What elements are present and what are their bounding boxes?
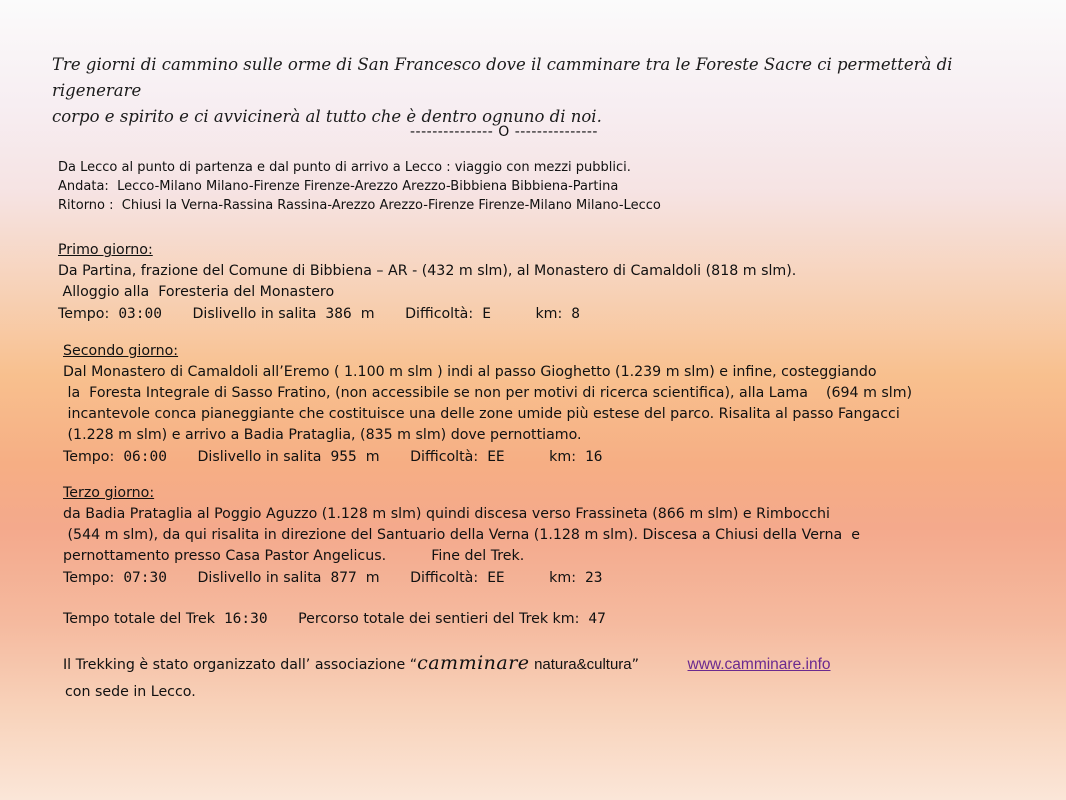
day-2-line-4: (1.228 m slm) e arrivo a Badia Prataglia, (835 m slm) dove pernottiamo. — [63, 427, 582, 443]
day-3-dislivello-unit: m — [365, 570, 380, 586]
day-2-km-label: km: — [549, 449, 576, 465]
brand-natura-cultura: natura&cultura — [534, 656, 632, 673]
ritorno-route: Chiusi la Verna-Rassina Rassina-Arezzo Arezzo-Firenze Firenze-Milano Milano-Lecco — [121, 198, 661, 213]
transport-ritorno — [58, 196, 661, 215]
intro-line-2: corpo e spirito e ci avvicinerà al tutto che è dentro ognuno di noi. — [52, 107, 602, 126]
day-3-section — [63, 483, 860, 589]
separator: --------------- O --------------- — [410, 124, 598, 140]
total-tempo: 16:30 — [223, 611, 268, 627]
day-3-tempo-label: Tempo: — [63, 570, 115, 586]
day-1-stats — [58, 304, 796, 325]
ritorno-label: Ritorno : — [58, 198, 114, 213]
day-1-tempo-label: Tempo: — [58, 306, 110, 322]
day-3-line-3: pernottamento presso Casa Pastor Angelicus. Fine del Trek. — [63, 548, 525, 564]
day-3-stats — [63, 568, 860, 589]
day-2-dislivello-label: Dislivello in salita — [197, 449, 322, 465]
day-3-dislivello: 877 — [330, 570, 357, 586]
day-3-difficolta: EE — [487, 570, 505, 586]
day-1-line-2: Alloggio alla Foresteria del Monastero — [58, 284, 335, 300]
organizer-info — [63, 648, 831, 704]
day-2-stats — [63, 447, 912, 468]
day-1-km-label: km: — [535, 306, 563, 322]
organizer-line-1 — [63, 648, 831, 680]
day-3-difficolta-label: Difficoltà: — [410, 570, 479, 586]
day-2-tempo-label: Tempo: — [63, 449, 115, 465]
day-3-dislivello-label: Dislivello in salita — [197, 570, 322, 586]
day-3-line-2: (544 m slm), da qui risalita in direzione del Santuario della Verna (1.128 m slm). Discesa a Chiusi della Verna e — [63, 527, 860, 543]
transport-andata — [58, 177, 661, 196]
transport-intro: Da Lecco al punto di partenza e dal punto di arrivo a Lecco : viaggio con mezzi pubblici. — [58, 160, 631, 175]
day-2-km: 16 — [585, 449, 603, 465]
transport-info — [58, 158, 661, 215]
day-2-line-3: incantevole conca pianeggiante che costituisce una delle zone umide più estese del parco. Risalita al passo Fangacci — [63, 406, 900, 422]
day-2-tempo: 06:00 — [123, 449, 167, 465]
day-1-section — [58, 240, 796, 325]
day-1-dislivello-label: Dislivello in salita — [192, 306, 317, 322]
website-link[interactable]: www.camminare.info — [687, 656, 831, 673]
total-percorso: 47 — [588, 611, 606, 627]
intro-line-1: Tre giorni di cammino sulle orme di San Francesco dove il camminare tra le Foreste Sacre ci permetterà di rigenerare — [52, 55, 953, 100]
day-3-line-1: da Badia Prataglia al Poggio Aguzzo (1.128 m slm) quindi discesa verso Frassineta (866 m slm) e Rimbocchi — [63, 506, 830, 522]
totals — [63, 608, 606, 630]
organizer-line-2: con sede in Lecco. — [65, 684, 196, 700]
day-2-difficolta: EE — [487, 449, 505, 465]
andata-route: Lecco-Milano Milano-Firenze Firenze-Arezzo Arezzo-Bibbiena Bibbiena-Partina — [117, 179, 619, 194]
total-percorso-label: Percorso totale dei sentieri del Trek km: — [298, 611, 580, 627]
day-3-km-label: km: — [549, 570, 576, 586]
day-2-line-1: Dal Monastero di Camaldoli all’Eremo ( 1.100 m slm ) indi al passo Gioghetto (1.239 m slm) e infine, costeggiando — [63, 364, 877, 380]
day-1-difficolta: E — [482, 306, 491, 322]
day-1-km: 8 — [571, 306, 581, 322]
day-3-tempo: 07:30 — [123, 570, 167, 586]
brand-camminare: camminare — [417, 652, 530, 674]
day-2-dislivello: 955 — [330, 449, 357, 465]
close-quote: ” — [631, 657, 639, 673]
day-1-difficolta-label: Difficoltà: — [405, 306, 474, 322]
day-1-line-1: Da Partina, frazione del Comune di Bibbiena – AR - (432 m slm), al Monastero di Camaldoli (818 m slm). — [58, 263, 797, 279]
day-1-dislivello: 386 — [325, 306, 352, 322]
day-2-title: Secondo giorno: — [63, 343, 179, 359]
day-3-km: 23 — [585, 570, 603, 586]
day-1-tempo: 03:00 — [118, 306, 162, 322]
day-2-section — [63, 341, 912, 468]
day-1-dislivello-unit: m — [360, 306, 375, 322]
day-2-line-2: la Foresta Integrale di Sasso Fratino, (non accessibile se non per motivi di ricerca scientifica), alla Lama (694 m slm) — [63, 385, 913, 401]
day-3-title: Terzo giorno: — [63, 485, 155, 501]
intro-text — [52, 52, 1022, 130]
organizer-text: Il Trekking è stato organizzato dall’ associazione “ — [63, 657, 418, 673]
andata-label: Andata: — [58, 179, 109, 194]
day-2-dislivello-unit: m — [365, 449, 380, 465]
day-1-title: Primo giorno: — [58, 242, 153, 258]
total-tempo-label: Tempo totale del Trek — [63, 611, 215, 627]
day-2-difficolta-label: Difficoltà: — [410, 449, 479, 465]
